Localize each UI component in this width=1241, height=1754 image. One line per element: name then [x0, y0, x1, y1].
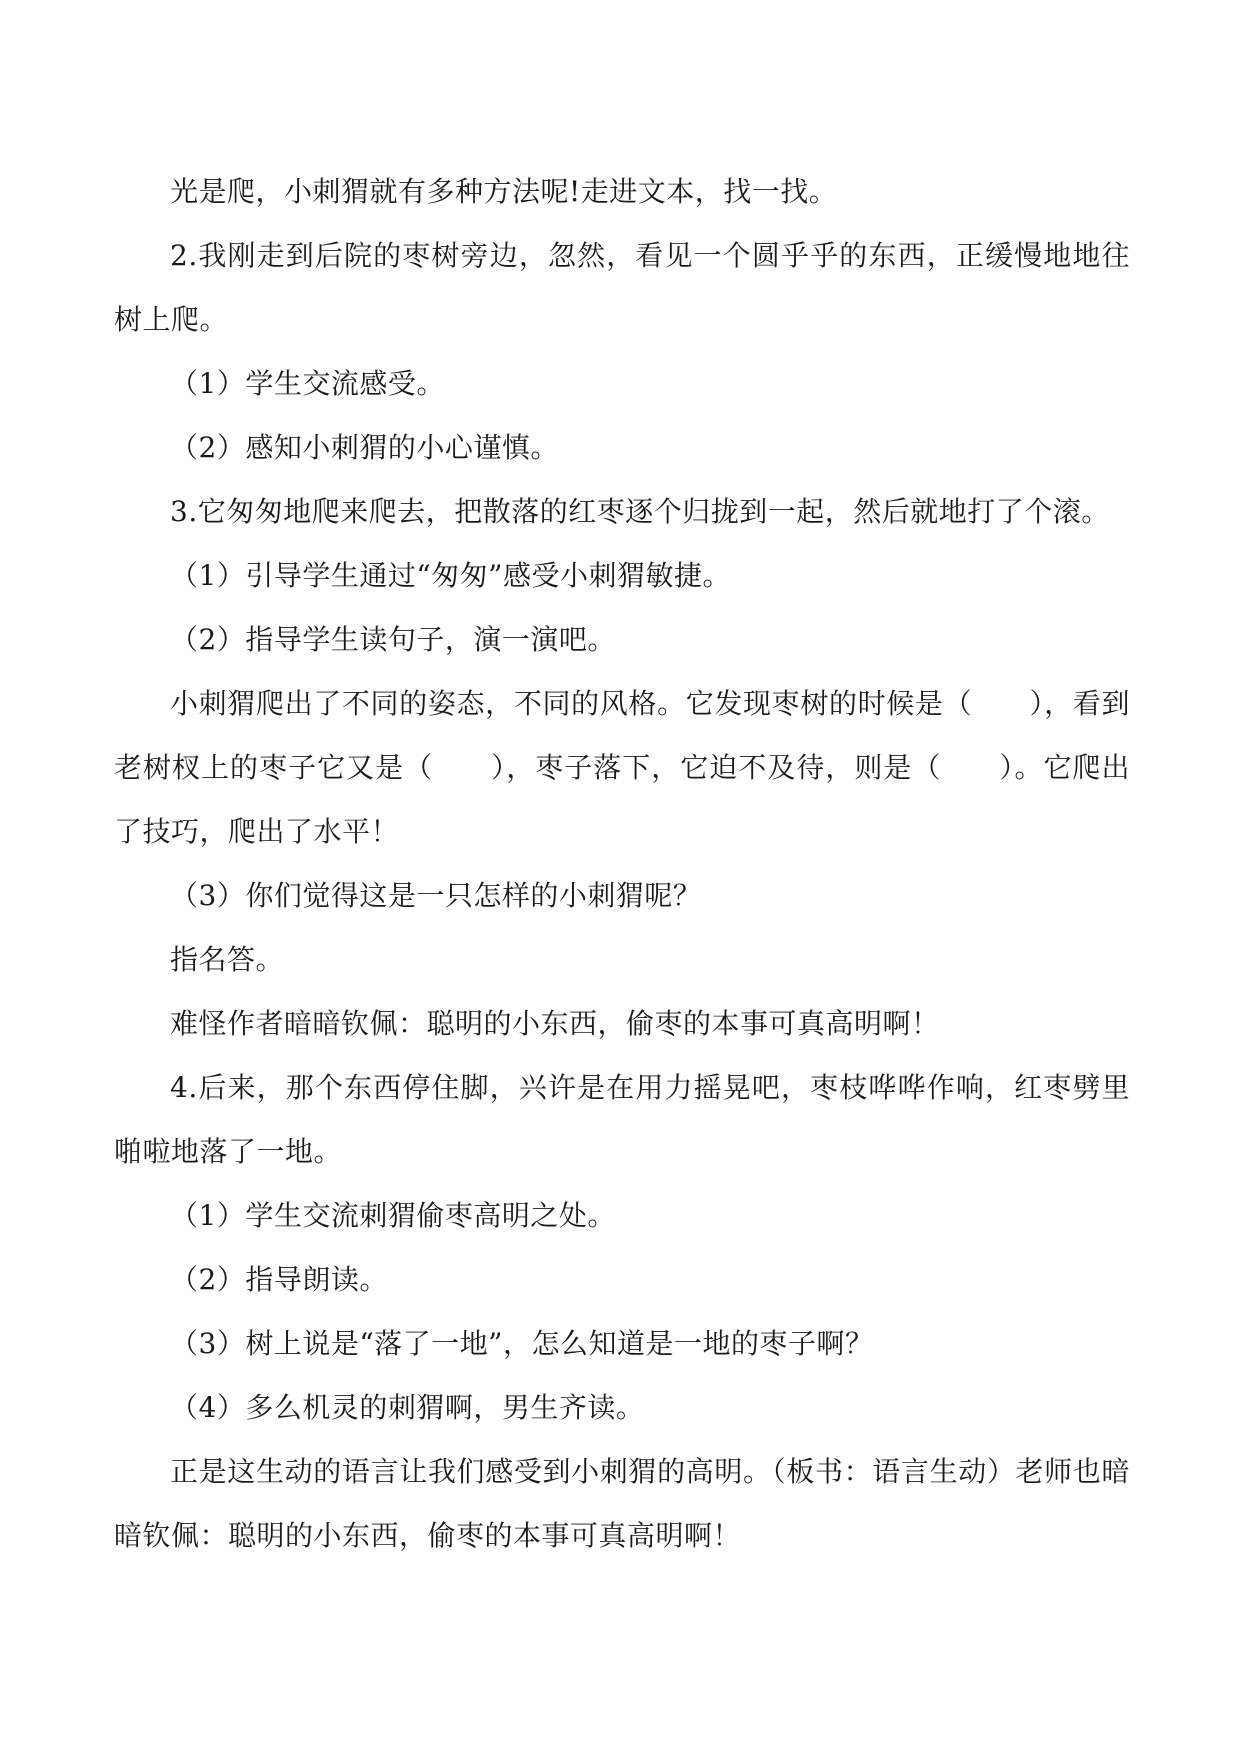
- paragraph-item: （4）多么机灵的刺猬啊，男生齐读。: [170, 1391, 645, 1424]
- paragraph-item: （3）你们觉得这是一只怎样的小刺猬呢？: [170, 879, 702, 912]
- paragraph-item: （1）引导学生通过“匆匆”感受小刺猬敏捷。: [170, 559, 731, 592]
- paragraph-intro: 光是爬，小刺猬就有多种方法呢!走进文本，找一找。: [170, 175, 838, 208]
- paragraph-section-3: 3.它匆匆地爬来爬去，把散落的红枣逐个归拢到一起，然后就地打了个滚。: [170, 495, 1110, 528]
- paragraph-item: （2）指导朗读。: [170, 1263, 388, 1296]
- paragraph-section-4: 4.后来，那个东西停住脚，兴许是在用力摇晃吧，枣枝哗哗作响，红枣劈里啪啦地落了一地。: [114, 1071, 1130, 1168]
- paragraph-section-2: 2.我刚走到后院的枣树旁边，忽然，看见一个圆乎乎的东西，正缓慢地地往树上爬。: [114, 239, 1130, 336]
- paragraph-quote: 难怪作者暗暗钦佩：聪明的小东西，偷枣的本事可真高明啊！: [170, 1007, 940, 1040]
- paragraph-note: 指名答。: [170, 943, 285, 976]
- paragraph-item: （1）学生交流刺猬偷枣高明之处。: [170, 1199, 616, 1232]
- paragraph-fill-in-blank: 小刺猬爬出了不同的姿态，不同的风格。它发现枣树的时候是（ ），看到老树杈上的枣子它又是（ ），枣子落下，它迫不及待，则是（ ）。它爬出了技巧，爬出了水平！: [114, 687, 1130, 848]
- paragraph-item: （2）感知小刺猬的小心谨慎。: [170, 431, 559, 464]
- document-body: [114, 160, 1130, 1568]
- paragraph-item: （1）学生交流感受。: [170, 367, 445, 400]
- paragraph-item: （3）树上说是“落了一地”，怎么知道是一地的枣子啊？: [170, 1327, 874, 1360]
- paragraph-conclusion: 正是这生动的语言让我们感受到小刺猬的高明。（板书：语言生动）老师也暗暗钦佩：聪明的小东西，偷枣的本事可真高明啊！: [114, 1455, 1130, 1552]
- paragraph-item: （2）指导学生读句子，演一演吧。: [170, 623, 616, 656]
